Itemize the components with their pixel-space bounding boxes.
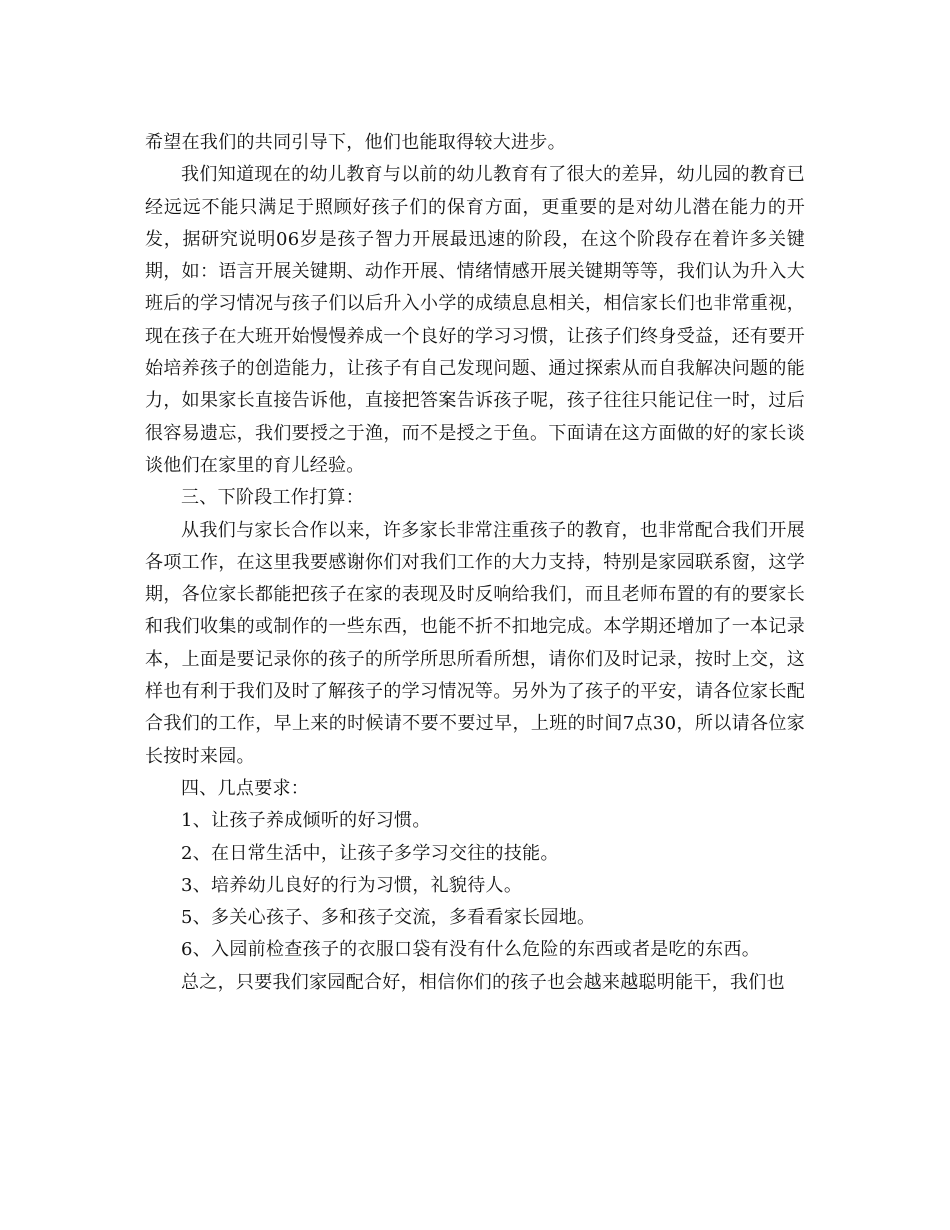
section-heading-requirements: 四、几点要求： bbox=[181, 777, 310, 799]
list-item: 1、让孩子养成倾听的好习惯。 bbox=[181, 810, 431, 832]
document-body bbox=[145, 127, 805, 999]
paragraph-parent-cooperation: 从我们与家长合作以来，许多家长非常注重孩子的教育，也非常配合我们开展各项工作，在这里我要感谢你们对我们工作的大力支持，特别是家园联系窗，这学期，各位家长都能把孩子在家的表现及时反响给我们，而且老师布置的有的要家长和我们收集的或制作的一些东西，也能不折不扣地完成。本学期还增加了一本记录本，上面是要记录你的孩子的所学所思所看所想，请你们及时记录，按时上交，这样也有利于我们及时了解孩子的学习情况等。另外为了孩子的平安，请各位家长配合我们的工作，早上来的时候请不要不要过早，上班的时间7点30，所以请各位家长按时来园。 bbox=[145, 519, 805, 767]
paragraph-continuation: 希望在我们的共同引导下，他们也能取得较大进步。 bbox=[145, 132, 566, 153]
section-heading-next-plan: 三、下阶段工作打算： bbox=[181, 487, 364, 509]
list-item: 6、入园前检查孩子的衣服口袋有没有什么危险的东西或者是吃的东西。 bbox=[181, 939, 761, 961]
list-item: 5、多关心孩子、多和孩子交流，多看看家长园地。 bbox=[181, 907, 596, 929]
list-item: 2、在日常生活中，让孩子多学习交往的技能。 bbox=[181, 842, 559, 864]
paragraph-education-importance: 我们知道现在的幼儿教育与以前的幼儿教育有了很大的差异，幼儿园的教育已经远远不能只满足于照顾好孩子们的保育方面，更重要的是对幼儿潜在能力的开发，据研究说明06岁是孩子智力开展最迅速的阶段，在这个阶段存在着许多关键期，如：语言开展关键期、动作开展、情绪情感开展关键期等等，我们认为升入大班后的学习情况与孩子们以后升入小学的成绩息息相关，相信家长们也非常重视，现在孩子在大班开始慢慢养成一个良好的学习习惯，让孩子们终身受益，还有要开始培养孩子的创造能力，让孩子有自己发现问题、通过探索从而自我解决问题的能力，如果家长直接告诉他，直接把答案告诉孩子呢，孩子往往只能记住一时，过后很容易遗忘，我们要授之于渔，而不是授之于鱼。下面请在这方面做的好的家长谈谈他们在家里的育儿经验。 bbox=[145, 164, 805, 476]
list-item: 3、培养幼儿良好的行为习惯，礼貌待人。 bbox=[181, 874, 523, 896]
paragraph-conclusion: 总之，只要我们家园配合好，相信你们的孩子也会越来越聪明能干，我们也 bbox=[181, 971, 785, 993]
